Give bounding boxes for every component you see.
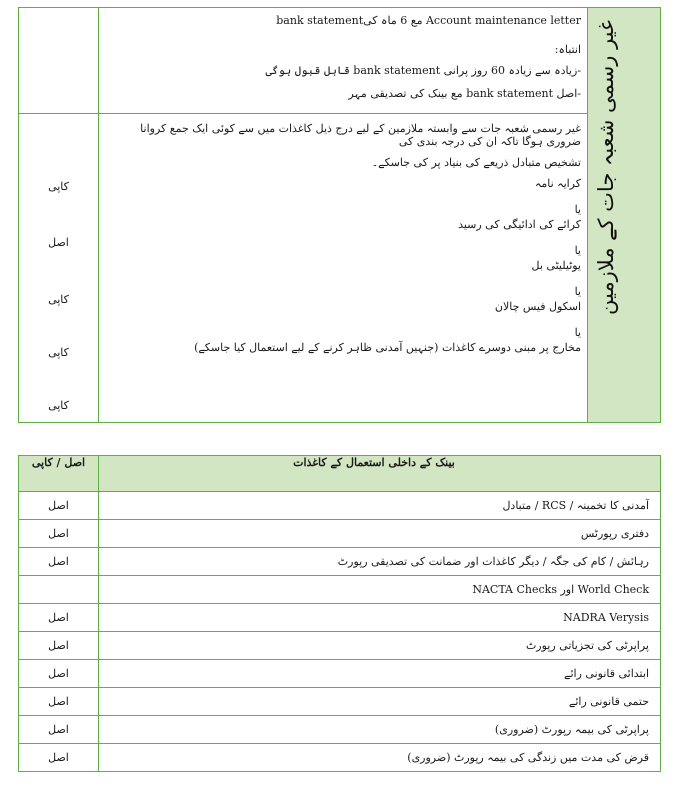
side-heading: غیر رسمی شعبہ جات کے ملازمین	[594, 20, 618, 315]
informal-sector-docs-cell	[99, 114, 588, 423]
row-document: ابتدائی قانونی رائے	[99, 660, 661, 688]
row-document: دفتری رپورٹس	[99, 520, 661, 548]
copy-status-2: اصل	[48, 236, 69, 249]
table-header-row	[19, 456, 661, 492]
bank-statement-cell	[99, 8, 588, 114]
table-row	[19, 520, 661, 548]
copy-status-1: کاپی	[48, 180, 69, 193]
table-row	[19, 660, 661, 688]
bank-internal-documents-table	[18, 455, 661, 772]
row-document: آمدنی کا تخمینہ / RCS / متبادل	[99, 492, 661, 520]
table-row	[19, 716, 661, 744]
applicant-documents-table	[18, 7, 661, 423]
or-label-2: یا	[574, 244, 581, 257]
doc-item-4: اسکول فیس چالان	[494, 300, 581, 313]
row-status: اصل	[19, 744, 99, 772]
or-label-3: یا	[574, 285, 581, 298]
table-row	[19, 604, 661, 632]
row-document: NADRA Verysis	[99, 604, 661, 632]
warning-point-1: -زیادہ سے زیادہ 60 روز پرانی bank statement قابل قبول ہوگی	[265, 64, 581, 77]
doc-item-1: کرایہ نامہ	[534, 177, 581, 190]
doc-item-2: کرائے کی ادائیگی کی رسید	[458, 218, 581, 231]
row-document: قرض کی مدت میں زندگی کی بیمہ رپورٹ (ضروری)	[99, 744, 661, 772]
intro-line-1: غیر رسمی شعبہ جات سے وابستہ ملازمین کے لیے درج ذیل کاغذات میں سے کوئی ایک جمع کروانا ضروری ہوگا تاکہ ان کی درجہ بندی کی	[140, 122, 581, 148]
status-column-header: اصل / کاپی	[19, 456, 99, 492]
row-status: اصل	[19, 492, 99, 520]
doc-item-3: یوٹیلیٹی بل	[531, 259, 581, 272]
copy-status-cell	[19, 114, 99, 423]
row-status: اصل	[19, 520, 99, 548]
row-document: NACTA Checks اور World Check	[99, 576, 661, 604]
row-status	[19, 576, 99, 604]
row-document: پراپرٹی کی تجزیاتی رپورٹ	[99, 632, 661, 660]
table-row	[19, 688, 661, 716]
table-row	[19, 492, 661, 520]
warning-label: انتباہ:	[554, 43, 581, 56]
copy-status-4: کاپی	[48, 346, 69, 359]
intro-line-2: تشخیص متبادل ذریعے کی بنیاد پر کی جاسکے۔	[371, 156, 581, 169]
row-document: پراپرٹی کی بیمہ رپورٹ (ضروری)	[99, 716, 661, 744]
row-document: حتمی قانونی رائے	[99, 688, 661, 716]
copy-column-cell	[19, 8, 99, 114]
row-status: اصل	[19, 716, 99, 744]
row-status: اصل	[19, 632, 99, 660]
row-document: رہائش / کام کی جگہ / دیگر کاغذات اور ضمانت کی تصدیقی رپورٹ	[99, 548, 661, 576]
or-label-4: یا	[574, 326, 581, 339]
bank-statement-line: bank statementمع 6 ماہ کی Account maintenance letter	[276, 14, 581, 27]
table-row	[19, 548, 661, 576]
row-status: اصل	[19, 660, 99, 688]
row-status: اصل	[19, 548, 99, 576]
table-row	[19, 744, 661, 772]
documents-column-header: بینک کے داخلی استعمال کے کاغذات	[99, 456, 661, 492]
or-label-1: یا	[574, 203, 581, 216]
bank-statement-row	[19, 8, 661, 114]
row-status: اصل	[19, 604, 99, 632]
doc-item-5: مخارج پر مبنی دوسرے کاغذات (جنہیں آمدنی ظاہر کرنے کے لیے استعمال کیا جاسکے)	[194, 341, 581, 354]
side-heading-cell	[588, 8, 661, 423]
informal-sector-row	[19, 114, 661, 423]
copy-status-5: کاپی	[48, 399, 69, 412]
copy-status-3: کاپی	[48, 293, 69, 306]
table-row	[19, 576, 661, 604]
table-row	[19, 632, 661, 660]
warning-point-2: -اصل bank statement مع بینک کی تصدیقی مہر	[348, 87, 581, 100]
row-status: اصل	[19, 688, 99, 716]
